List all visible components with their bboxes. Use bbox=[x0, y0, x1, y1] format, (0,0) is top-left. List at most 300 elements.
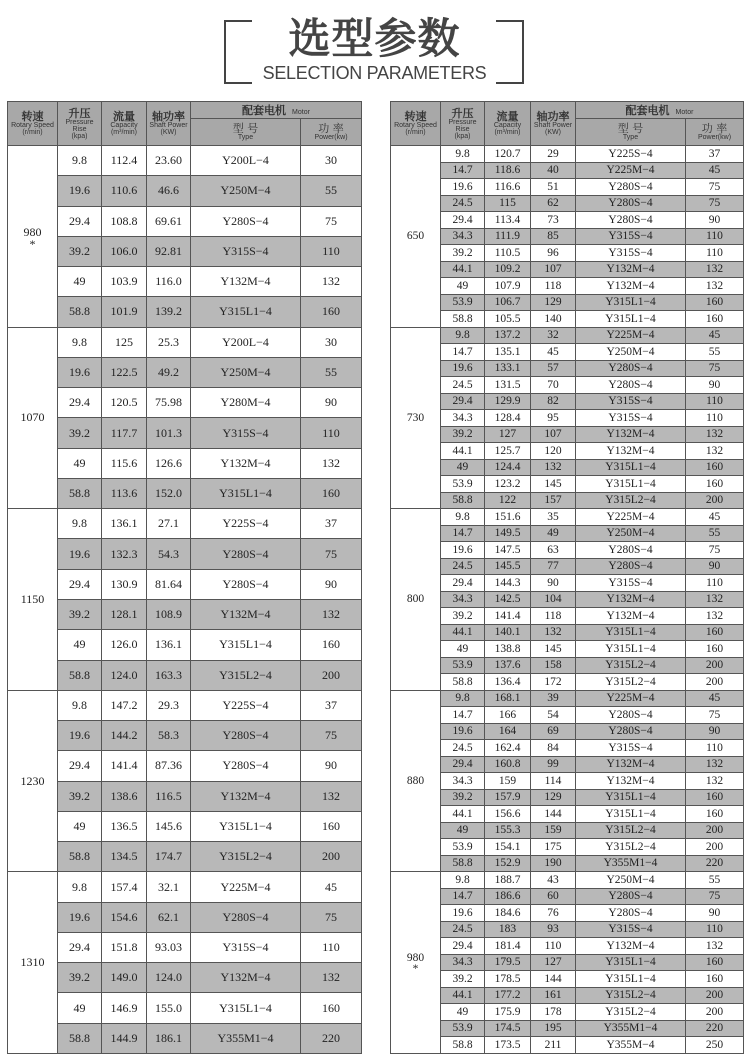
motor-type-cell: Y315L2−4 bbox=[576, 987, 686, 1004]
shaft-power-cell: 152.0 bbox=[147, 478, 191, 508]
table-row bbox=[391, 756, 744, 773]
motor-type-cell: Y280S−4 bbox=[576, 360, 686, 377]
rotary-speed-cell bbox=[8, 509, 58, 691]
table-row bbox=[8, 721, 362, 751]
motor-type-cell: Y315L2−4 bbox=[191, 660, 301, 690]
table-row bbox=[391, 591, 744, 608]
section-title bbox=[0, 0, 749, 95]
header-pressure: 升压 Pressure Rise (kpa) bbox=[58, 102, 102, 146]
capacity-cell: 141.4 bbox=[485, 608, 531, 625]
capacity-cell: 136.5 bbox=[102, 811, 147, 841]
motor-type-cell: Y280S−4 bbox=[576, 542, 686, 559]
table-row bbox=[391, 855, 744, 872]
shaft-power-cell: 124.0 bbox=[147, 963, 191, 993]
motor-type-cell: Y280S−4 bbox=[576, 377, 686, 394]
capacity-cell: 117.7 bbox=[102, 418, 147, 448]
speed-value: 650 bbox=[406, 230, 425, 243]
motor-power-cell: 132 bbox=[686, 756, 744, 773]
shaft-power-cell: 23.60 bbox=[147, 146, 191, 176]
motor-type-cell: Y315L2−4 bbox=[576, 839, 686, 856]
table-row bbox=[8, 478, 362, 508]
motor-type-cell: Y315L1−4 bbox=[191, 811, 301, 841]
capacity-cell: 179.5 bbox=[485, 954, 531, 971]
table-row bbox=[8, 630, 362, 660]
motor-type-cell: Y132M−4 bbox=[191, 267, 301, 297]
title-english: SELECTION PARAMETERS bbox=[262, 63, 487, 83]
motor-power-cell: 160 bbox=[686, 954, 744, 971]
motor-type-cell: Y315L1−4 bbox=[576, 971, 686, 988]
motor-type-cell: Y315S−4 bbox=[576, 575, 686, 592]
capacity-cell: 186.6 bbox=[485, 888, 531, 905]
table-row bbox=[391, 542, 744, 559]
capacity-cell: 141.4 bbox=[102, 751, 147, 781]
speed-note: * bbox=[29, 236, 36, 251]
motor-power-cell: 200 bbox=[301, 842, 362, 872]
shaft-power-cell: 92.81 bbox=[147, 236, 191, 266]
motor-type-cell: Y315S−4 bbox=[576, 228, 686, 245]
table-row bbox=[391, 261, 744, 278]
motor-power-cell: 75 bbox=[301, 539, 362, 569]
table-row bbox=[391, 1037, 744, 1054]
table-row bbox=[8, 751, 362, 781]
pressure-rise-cell: 34.3 bbox=[441, 591, 485, 608]
table-row bbox=[391, 294, 744, 311]
motor-type-cell: Y132M−4 bbox=[576, 773, 686, 790]
motor-type-cell: Y132M−4 bbox=[576, 756, 686, 773]
pressure-rise-cell: 29.4 bbox=[58, 388, 102, 418]
capacity-cell: 112.4 bbox=[102, 146, 147, 176]
header-type: 型 号 Type bbox=[191, 119, 301, 146]
shaft-power-cell: 39 bbox=[531, 690, 576, 707]
speed-value: 1150 bbox=[20, 591, 45, 606]
shaft-power-cell: 54.3 bbox=[147, 539, 191, 569]
motor-power-cell: 132 bbox=[686, 261, 744, 278]
pressure-rise-cell: 53.9 bbox=[441, 657, 485, 674]
rotary-speed-cell bbox=[391, 327, 441, 509]
motor-power-cell: 132 bbox=[686, 608, 744, 625]
capacity-cell: 147.5 bbox=[485, 542, 531, 559]
motor-power-cell: 110 bbox=[686, 921, 744, 938]
motor-type-cell: Y315L1−4 bbox=[576, 806, 686, 823]
motor-power-cell: 75 bbox=[686, 542, 744, 559]
motor-power-cell: 110 bbox=[301, 236, 362, 266]
pressure-rise-cell: 34.3 bbox=[441, 410, 485, 427]
capacity-cell: 118.6 bbox=[485, 162, 531, 179]
table-row bbox=[8, 388, 362, 418]
shaft-power-cell: 159 bbox=[531, 822, 576, 839]
capacity-cell: 105.5 bbox=[485, 311, 531, 328]
capacity-cell: 156.6 bbox=[485, 806, 531, 823]
pressure-rise-cell: 19.6 bbox=[58, 176, 102, 206]
table-row bbox=[8, 297, 362, 327]
motor-power-cell: 220 bbox=[686, 855, 744, 872]
table-row bbox=[391, 410, 744, 427]
table-row bbox=[8, 781, 362, 811]
table-row bbox=[391, 195, 744, 212]
capacity-cell: 135.1 bbox=[485, 344, 531, 361]
shaft-power-cell: 63 bbox=[531, 542, 576, 559]
speed-note: * bbox=[412, 963, 419, 976]
motor-type-cell: Y280S−4 bbox=[191, 569, 301, 599]
shaft-power-cell: 76 bbox=[531, 905, 576, 922]
shaft-power-cell: 49 bbox=[531, 525, 576, 542]
shaft-power-cell: 58.3 bbox=[147, 721, 191, 751]
capacity-cell: 184.6 bbox=[485, 905, 531, 922]
table-row bbox=[391, 311, 744, 328]
motor-type-cell: Y355M1−4 bbox=[576, 855, 686, 872]
table-row bbox=[391, 558, 744, 575]
motor-power-cell: 75 bbox=[686, 195, 744, 212]
rotary-speed-cell bbox=[391, 690, 441, 872]
motor-power-cell: 132 bbox=[686, 773, 744, 790]
pressure-rise-cell: 19.6 bbox=[441, 905, 485, 922]
motor-power-cell: 132 bbox=[301, 781, 362, 811]
shaft-power-cell: 132 bbox=[531, 624, 576, 641]
motor-power-cell: 90 bbox=[301, 751, 362, 781]
speed-value: 1230 bbox=[20, 773, 45, 788]
motor-power-cell: 75 bbox=[686, 888, 744, 905]
shaft-power-cell: 54 bbox=[531, 707, 576, 724]
capacity-cell: 174.5 bbox=[485, 1020, 531, 1037]
motor-power-cell: 160 bbox=[301, 297, 362, 327]
shaft-power-cell: 158 bbox=[531, 657, 576, 674]
table-row bbox=[8, 993, 362, 1023]
table-row bbox=[391, 740, 744, 757]
motor-power-cell: 110 bbox=[686, 393, 744, 410]
capacity-cell: 115.6 bbox=[102, 448, 147, 478]
header-motor: 配套电机 Motor bbox=[191, 102, 362, 119]
capacity-cell: 132.3 bbox=[102, 539, 147, 569]
motor-power-cell: 55 bbox=[686, 344, 744, 361]
capacity-cell: 157.4 bbox=[102, 872, 147, 902]
motor-power-cell: 160 bbox=[686, 641, 744, 658]
table-row bbox=[8, 690, 362, 720]
table-row bbox=[8, 902, 362, 932]
header-power: 功 率 Power(kw) bbox=[301, 119, 362, 146]
motor-type-cell: Y315S−4 bbox=[191, 932, 301, 962]
motor-power-cell: 55 bbox=[686, 872, 744, 889]
motor-power-cell: 37 bbox=[301, 690, 362, 720]
selection-table-left bbox=[7, 101, 362, 1054]
capacity-cell: 138.8 bbox=[485, 641, 531, 658]
capacity-cell: 120.7 bbox=[485, 146, 531, 163]
motor-type-cell: Y132M−4 bbox=[576, 591, 686, 608]
table-row bbox=[391, 624, 744, 641]
table-row bbox=[391, 344, 744, 361]
pressure-rise-cell: 39.2 bbox=[441, 245, 485, 262]
pressure-rise-cell: 44.1 bbox=[441, 987, 485, 1004]
motor-type-cell: Y280S−4 bbox=[191, 751, 301, 781]
pressure-rise-cell: 53.9 bbox=[441, 294, 485, 311]
shaft-power-cell: 145.6 bbox=[147, 811, 191, 841]
capacity-cell: 124.0 bbox=[102, 660, 147, 690]
table-row bbox=[391, 723, 744, 740]
pressure-rise-cell: 9.8 bbox=[58, 509, 102, 539]
capacity-cell: 106.0 bbox=[102, 236, 147, 266]
motor-type-cell: Y355M1−4 bbox=[576, 1020, 686, 1037]
motor-type-cell: Y315L1−4 bbox=[576, 624, 686, 641]
shaft-power-cell: 108.9 bbox=[147, 599, 191, 629]
motor-type-cell: Y280S−4 bbox=[576, 195, 686, 212]
shaft-power-cell: 40 bbox=[531, 162, 576, 179]
rotary-speed-cell bbox=[391, 509, 441, 691]
motor-power-cell: 55 bbox=[686, 525, 744, 542]
table-row bbox=[8, 539, 362, 569]
capacity-cell: 111.9 bbox=[485, 228, 531, 245]
table-row bbox=[8, 146, 362, 176]
shaft-power-cell: 25.3 bbox=[147, 327, 191, 357]
motor-power-cell: 110 bbox=[686, 575, 744, 592]
speed-value: 1070 bbox=[20, 410, 45, 425]
pressure-rise-cell: 39.2 bbox=[58, 781, 102, 811]
motor-type-cell: Y280S−4 bbox=[576, 888, 686, 905]
motor-type-cell: Y315S−4 bbox=[576, 410, 686, 427]
capacity-cell: 155.3 bbox=[485, 822, 531, 839]
motor-power-cell: 160 bbox=[301, 478, 362, 508]
motor-power-cell: 45 bbox=[686, 509, 744, 526]
motor-type-cell: Y315S−4 bbox=[576, 393, 686, 410]
motor-type-cell: Y250M−4 bbox=[191, 357, 301, 387]
shaft-power-cell: 45 bbox=[531, 344, 576, 361]
capacity-cell: 152.9 bbox=[485, 855, 531, 872]
shaft-power-cell: 175 bbox=[531, 839, 576, 856]
motor-type-cell: Y225M−4 bbox=[576, 509, 686, 526]
shaft-power-cell: 75.98 bbox=[147, 388, 191, 418]
pressure-rise-cell: 58.8 bbox=[58, 297, 102, 327]
table-row bbox=[8, 448, 362, 478]
capacity-cell: 125 bbox=[102, 327, 147, 357]
motor-type-cell: Y315L2−4 bbox=[191, 842, 301, 872]
capacity-cell: 146.9 bbox=[102, 993, 147, 1023]
motor-power-cell: 160 bbox=[686, 971, 744, 988]
table-row bbox=[8, 872, 362, 902]
table-row bbox=[391, 426, 744, 443]
table-row bbox=[391, 278, 744, 295]
table-row bbox=[391, 938, 744, 955]
pressure-rise-cell: 9.8 bbox=[441, 690, 485, 707]
shaft-power-cell: 69.61 bbox=[147, 206, 191, 236]
table-row bbox=[391, 872, 744, 889]
table-row bbox=[8, 842, 362, 872]
motor-power-cell: 160 bbox=[686, 789, 744, 806]
pressure-rise-cell: 9.8 bbox=[58, 872, 102, 902]
motor-type-cell: Y225M−4 bbox=[191, 872, 301, 902]
motor-type-cell: Y315S−4 bbox=[576, 245, 686, 262]
motor-power-cell: 220 bbox=[686, 1020, 744, 1037]
table-row bbox=[391, 789, 744, 806]
motor-type-cell: Y250M−4 bbox=[191, 176, 301, 206]
shaft-power-cell: 186.1 bbox=[147, 1023, 191, 1053]
capacity-cell: 138.6 bbox=[102, 781, 147, 811]
shaft-power-cell: 172 bbox=[531, 674, 576, 691]
capacity-cell: 144.3 bbox=[485, 575, 531, 592]
shaft-power-cell: 129 bbox=[531, 789, 576, 806]
shaft-power-cell: 29 bbox=[531, 146, 576, 163]
pressure-rise-cell: 29.4 bbox=[441, 575, 485, 592]
motor-type-cell: Y280S−4 bbox=[191, 902, 301, 932]
table-row bbox=[391, 360, 744, 377]
table-row bbox=[391, 228, 744, 245]
motor-type-cell: Y280S−4 bbox=[576, 905, 686, 922]
title-chinese: 选型参数 bbox=[288, 14, 461, 63]
header-motor: 配套电机 Motor bbox=[576, 102, 744, 119]
capacity-cell: 188.7 bbox=[485, 872, 531, 889]
capacity-cell: 173.5 bbox=[485, 1037, 531, 1054]
pressure-rise-cell: 39.2 bbox=[441, 971, 485, 988]
motor-type-cell: Y132M−4 bbox=[576, 608, 686, 625]
pressure-rise-cell: 14.7 bbox=[441, 344, 485, 361]
shaft-power-cell: 139.2 bbox=[147, 297, 191, 327]
shaft-power-cell: 145 bbox=[531, 641, 576, 658]
pressure-rise-cell: 58.8 bbox=[441, 311, 485, 328]
table-row bbox=[391, 393, 744, 410]
shaft-power-cell: 144 bbox=[531, 806, 576, 823]
shaft-power-cell: 70 bbox=[531, 377, 576, 394]
motor-power-cell: 45 bbox=[686, 162, 744, 179]
pressure-rise-cell: 9.8 bbox=[441, 509, 485, 526]
table-row bbox=[391, 690, 744, 707]
capacity-cell: 120.5 bbox=[102, 388, 147, 418]
speed-value: 880 bbox=[406, 774, 425, 787]
shaft-power-cell: 107 bbox=[531, 261, 576, 278]
pressure-rise-cell: 29.4 bbox=[58, 932, 102, 962]
motor-type-cell: Y132M−4 bbox=[191, 448, 301, 478]
shaft-power-cell: 69 bbox=[531, 723, 576, 740]
motor-power-cell: 160 bbox=[301, 630, 362, 660]
table-row bbox=[391, 1004, 744, 1021]
motor-power-cell: 220 bbox=[301, 1023, 362, 1053]
pressure-rise-cell: 14.7 bbox=[441, 162, 485, 179]
motor-power-cell: 132 bbox=[301, 963, 362, 993]
pressure-rise-cell: 58.8 bbox=[441, 1037, 485, 1054]
header-pressure: 升压 Pressure Rise (kpa) bbox=[441, 102, 485, 146]
table-row bbox=[391, 245, 744, 262]
pressure-rise-cell: 9.8 bbox=[58, 146, 102, 176]
capacity-cell: 113.4 bbox=[485, 212, 531, 229]
motor-power-cell: 160 bbox=[686, 624, 744, 641]
motor-power-cell: 132 bbox=[686, 426, 744, 443]
shaft-power-cell: 51 bbox=[531, 179, 576, 196]
motor-type-cell: Y132M−4 bbox=[576, 426, 686, 443]
pressure-rise-cell: 58.8 bbox=[58, 478, 102, 508]
table-row bbox=[391, 509, 744, 526]
motor-type-cell: Y280S−4 bbox=[576, 723, 686, 740]
capacity-cell: 113.6 bbox=[102, 478, 147, 508]
header-shaft-power: 轴功率 Shaft Power (KW) bbox=[531, 102, 576, 146]
pressure-rise-cell: 34.3 bbox=[441, 773, 485, 790]
table-row bbox=[391, 971, 744, 988]
motor-power-cell: 200 bbox=[686, 492, 744, 509]
shaft-power-cell: 84 bbox=[531, 740, 576, 757]
motor-type-cell: Y315L1−4 bbox=[191, 297, 301, 327]
motor-power-cell: 55 bbox=[301, 357, 362, 387]
motor-type-cell: Y315L1−4 bbox=[191, 993, 301, 1023]
table-row bbox=[391, 657, 744, 674]
capacity-cell: 122 bbox=[485, 492, 531, 509]
motor-power-cell: 160 bbox=[686, 806, 744, 823]
motor-type-cell: Y132M−4 bbox=[191, 781, 301, 811]
shaft-power-cell: 120 bbox=[531, 443, 576, 460]
capacity-cell: 116.6 bbox=[485, 179, 531, 196]
shaft-power-cell: 95 bbox=[531, 410, 576, 427]
pressure-rise-cell: 19.6 bbox=[441, 723, 485, 740]
motor-power-cell: 200 bbox=[301, 660, 362, 690]
motor-type-cell: Y315L2−4 bbox=[576, 492, 686, 509]
motor-type-cell: Y315L1−4 bbox=[191, 630, 301, 660]
shaft-power-cell: 195 bbox=[531, 1020, 576, 1037]
motor-power-cell: 132 bbox=[301, 448, 362, 478]
pressure-rise-cell: 49 bbox=[441, 459, 485, 476]
shaft-power-cell: 144 bbox=[531, 971, 576, 988]
motor-power-cell: 90 bbox=[686, 212, 744, 229]
shaft-power-cell: 29.3 bbox=[147, 690, 191, 720]
table-row bbox=[391, 921, 744, 938]
rotary-speed-cell bbox=[8, 690, 58, 872]
capacity-cell: 125.7 bbox=[485, 443, 531, 460]
capacity-cell: 144.2 bbox=[102, 721, 147, 751]
shaft-power-cell: 99 bbox=[531, 756, 576, 773]
capacity-cell: 175.9 bbox=[485, 1004, 531, 1021]
pressure-rise-cell: 19.6 bbox=[58, 539, 102, 569]
motor-power-cell: 45 bbox=[686, 327, 744, 344]
pressure-rise-cell: 24.5 bbox=[441, 377, 485, 394]
capacity-cell: 181.4 bbox=[485, 938, 531, 955]
shaft-power-cell: 136.1 bbox=[147, 630, 191, 660]
capacity-cell: 157.9 bbox=[485, 789, 531, 806]
pressure-rise-cell: 49 bbox=[58, 993, 102, 1023]
capacity-cell: 129.9 bbox=[485, 393, 531, 410]
capacity-cell: 128.4 bbox=[485, 410, 531, 427]
motor-power-cell: 110 bbox=[686, 410, 744, 427]
motor-power-cell: 75 bbox=[301, 902, 362, 932]
capacity-cell: 107.9 bbox=[485, 278, 531, 295]
table-row bbox=[391, 806, 744, 823]
table-row bbox=[391, 888, 744, 905]
shaft-power-cell: 62.1 bbox=[147, 902, 191, 932]
pressure-rise-cell: 14.7 bbox=[441, 525, 485, 542]
shaft-power-cell: 87.36 bbox=[147, 751, 191, 781]
capacity-cell: 154.1 bbox=[485, 839, 531, 856]
table-row bbox=[8, 176, 362, 206]
capacity-cell: 134.5 bbox=[102, 842, 147, 872]
shaft-power-cell: 190 bbox=[531, 855, 576, 872]
capacity-cell: 159 bbox=[485, 773, 531, 790]
table-row bbox=[391, 608, 744, 625]
speed-value: 980 bbox=[23, 224, 42, 239]
pressure-rise-cell: 49 bbox=[441, 278, 485, 295]
capacity-cell: 122.5 bbox=[102, 357, 147, 387]
capacity-cell: 177.2 bbox=[485, 987, 531, 1004]
motor-power-cell: 160 bbox=[686, 311, 744, 328]
shaft-power-cell: 157 bbox=[531, 492, 576, 509]
capacity-cell: 166 bbox=[485, 707, 531, 724]
pressure-rise-cell: 29.4 bbox=[441, 393, 485, 410]
motor-power-cell: 200 bbox=[686, 839, 744, 856]
motor-type-cell: Y200L−4 bbox=[191, 146, 301, 176]
pressure-rise-cell: 29.4 bbox=[441, 938, 485, 955]
header-capacity: 流量 Capacity (m³/min) bbox=[102, 102, 147, 146]
shaft-power-cell: 85 bbox=[531, 228, 576, 245]
shaft-power-cell: 60 bbox=[531, 888, 576, 905]
capacity-cell: 162.4 bbox=[485, 740, 531, 757]
motor-type-cell: Y132M−4 bbox=[191, 963, 301, 993]
shaft-power-cell: 126.6 bbox=[147, 448, 191, 478]
pressure-rise-cell: 49 bbox=[58, 811, 102, 841]
pressure-rise-cell: 24.5 bbox=[441, 558, 485, 575]
table-row bbox=[391, 707, 744, 724]
pressure-rise-cell: 44.1 bbox=[441, 624, 485, 641]
capacity-cell: 131.5 bbox=[485, 377, 531, 394]
